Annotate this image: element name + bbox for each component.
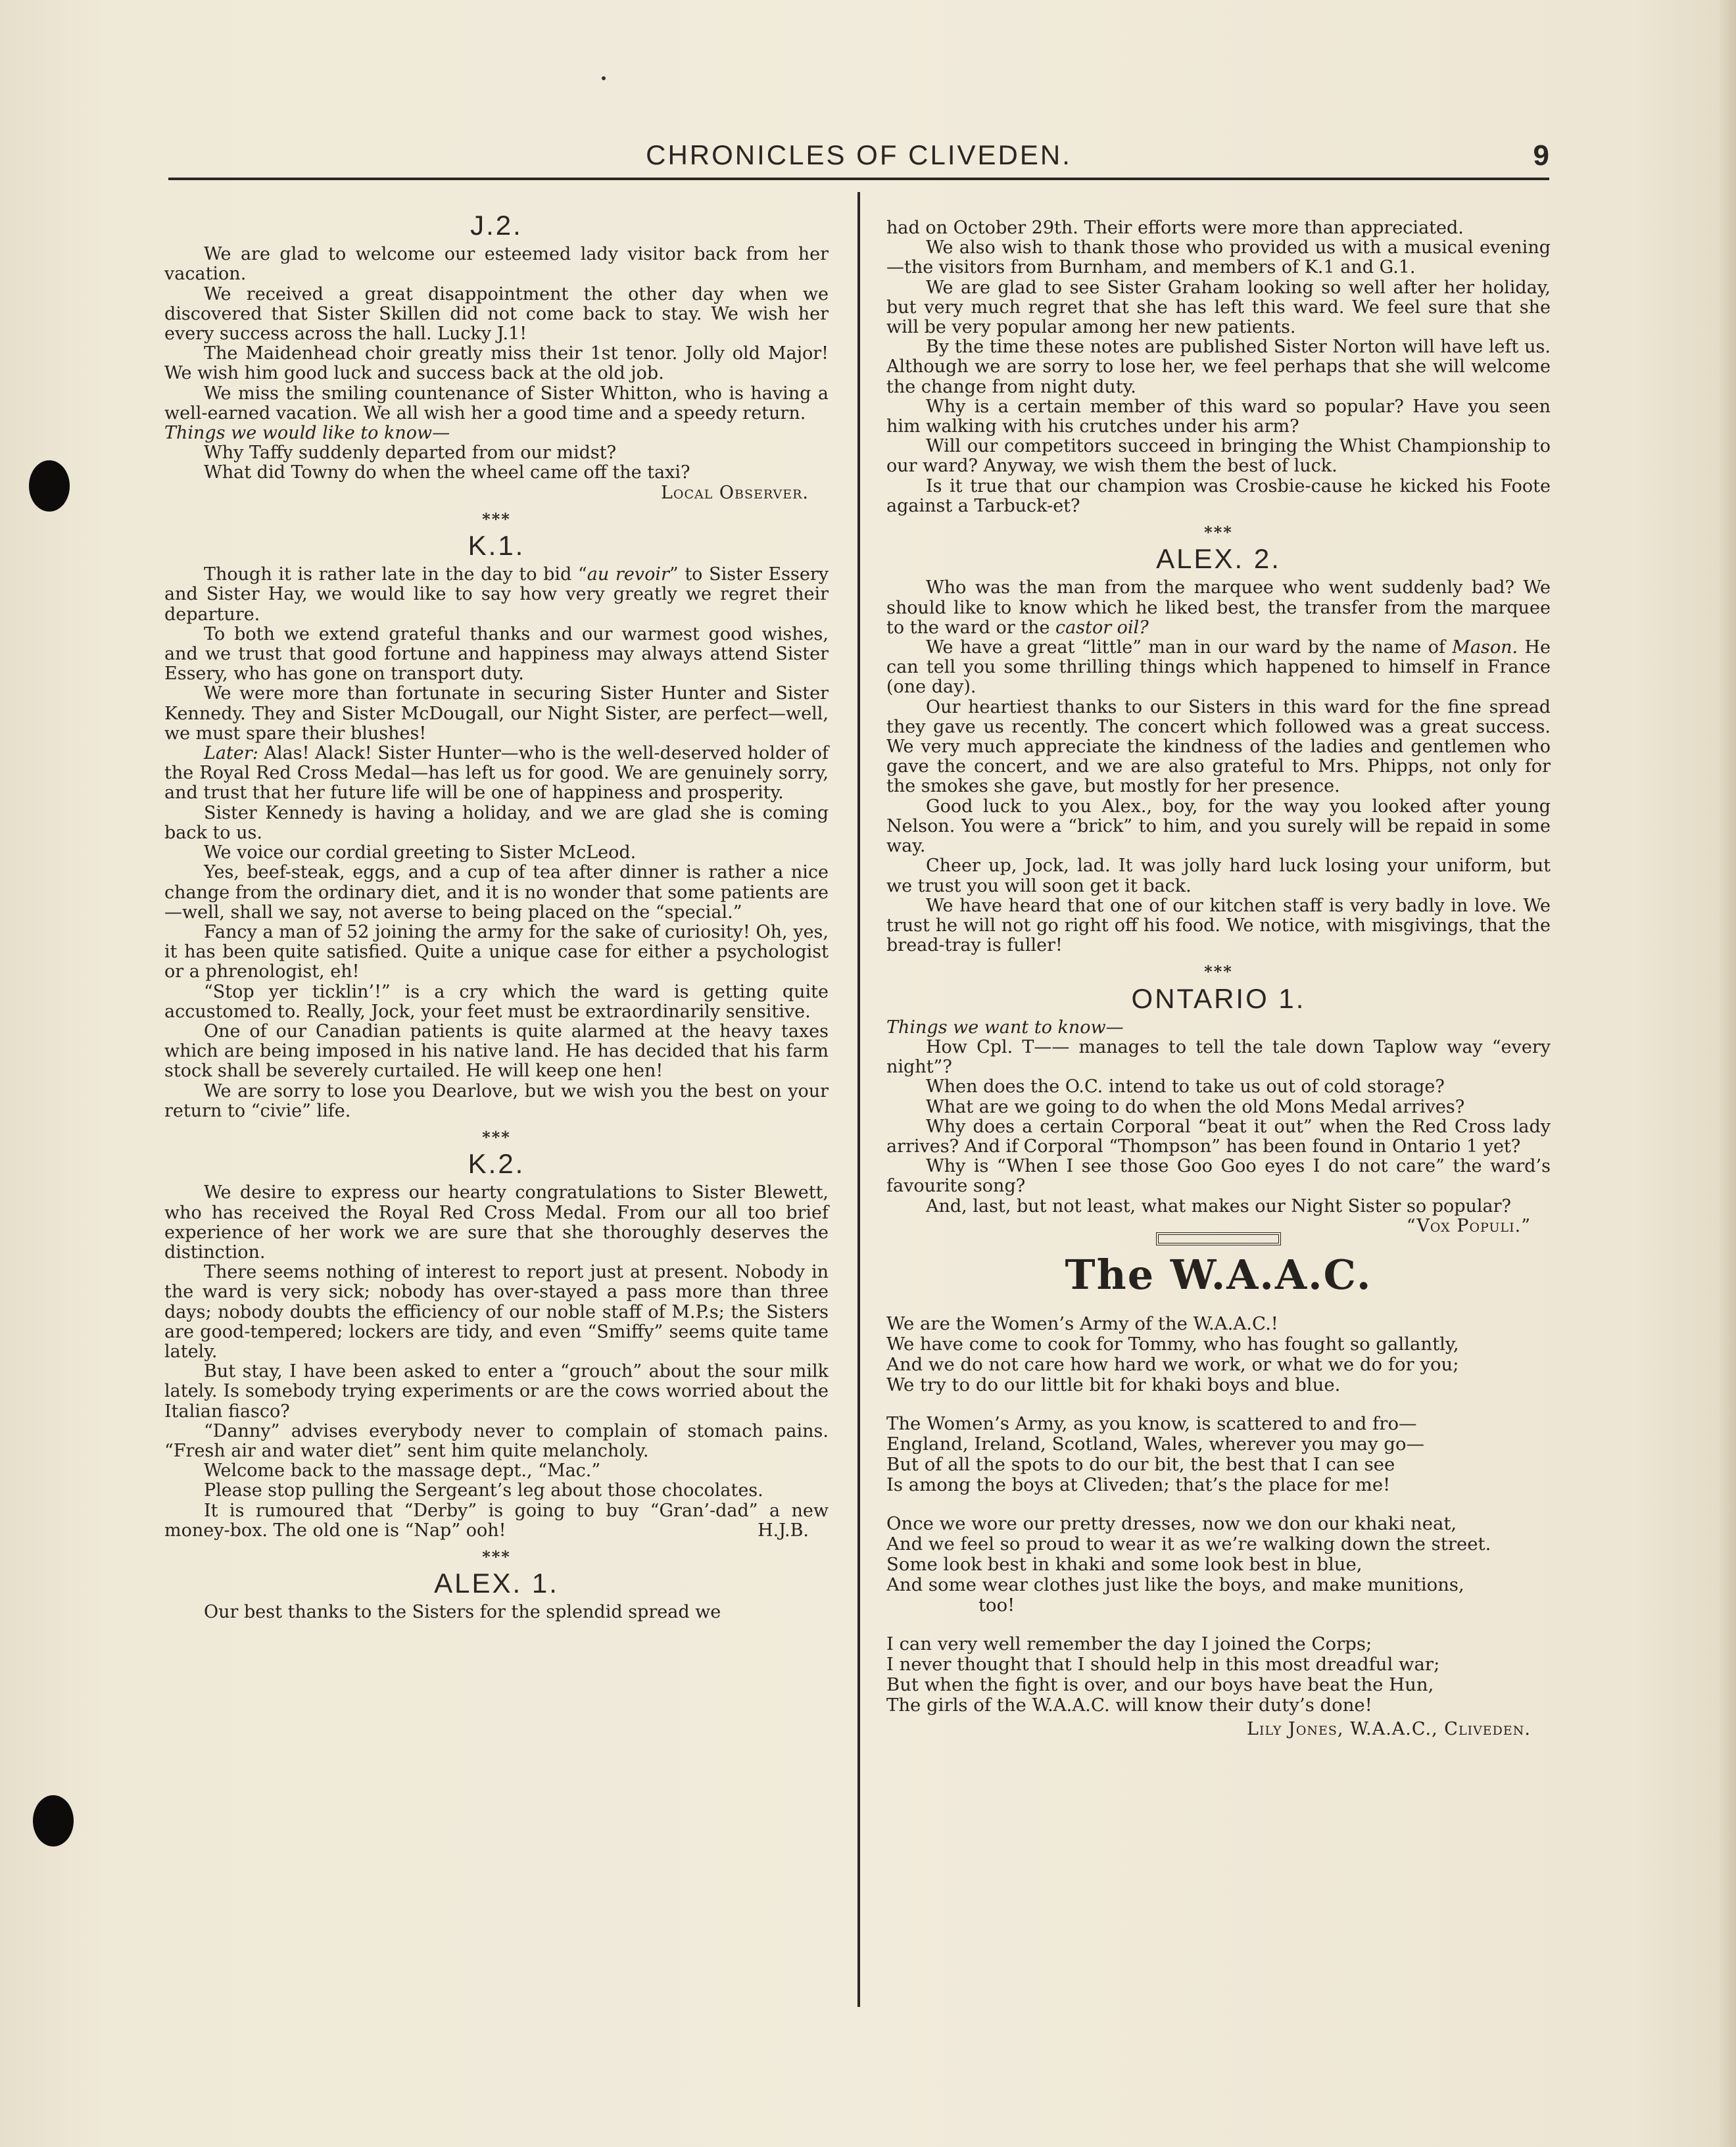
italic-text: castor oil? — [1055, 617, 1149, 638]
poem-line: We are the Women’s Army of the W.A.A.C.! — [886, 1313, 1278, 1334]
paragraph: We desire to express our hearty congratulations to Sister Blewett, who has received the Royal Red Cross Medal. From our all too brief experience of her work we are sure that she thoroughly deserves the distinction. — [164, 1182, 829, 1263]
poem-line: Once we wore our pretty dresses, now we don our khaki neat, — [886, 1512, 1457, 1534]
signature: Local Observer. — [660, 482, 809, 503]
paragraph: Cheer up, Jock, lad. It was jolly hard luck losing your uniform, but we trust you will soon get it back. — [886, 856, 1551, 896]
question — [886, 1195, 1551, 1236]
question: Why Taffy suddenly departed from our midst? — [204, 443, 617, 464]
text: It is rumoured that “Derby” is going to buy “Gran’-dad” a new money-box. The old one is “Nap” ooh! — [164, 1500, 829, 1541]
signature: H.J.B. — [758, 1520, 809, 1541]
page-edge — [1719, 0, 1736, 2147]
poem-stanza — [886, 1414, 1551, 1495]
italic-text: Mason. — [1452, 637, 1518, 658]
paragraph: Yes, beef-steak, eggs, and a cup of tea after dinner is rather a nice change from the ordinary diet, and it is no wonder that some patients are—well, shall we say, not averse to being placed on the “special.” — [164, 862, 829, 923]
poem-line: I never thought that I should help in this most dreadful war; — [886, 1653, 1440, 1675]
signature: Lily Jones, W.A.A.C., Cliveden. — [1247, 1718, 1531, 1739]
poem-line: Is among the boys at Cliveden; that’s the place for me! — [886, 1474, 1391, 1495]
paragraph: To both we extend grateful thanks and our warmest good wishes, and we trust that good fortune and happiness may always attend Sister Essery, who has gone on transport duty. — [164, 623, 829, 685]
paragraph: We are glad to see Sister Graham looking so well after her holiday, but very much regret that she has left this ward. We feel sure that she will be very popular among her new patients. — [886, 277, 1551, 338]
publication-title: CHRONICLES OF CLIVEDEN. — [646, 139, 1072, 170]
paragraph: Sister Kennedy is having a holiday, and we are glad she is coming back to us. — [164, 802, 829, 843]
question: Why is “When I see those Goo Goo eyes I do not care” the ward’s favourite song? — [886, 1156, 1551, 1197]
ink-speck — [602, 76, 606, 80]
italic-text: Later: — [204, 743, 258, 764]
paragraph: We voice our cordial greeting to Sister McLeod. — [204, 842, 637, 863]
poem-stanza — [886, 1634, 1551, 1716]
question: What did Towny do when the wheel came off the taxi? — [204, 462, 690, 483]
paragraph: Welcome back to the massage dept., “Mac.” — [204, 1460, 601, 1482]
poem-line: Some look best in khaki and some look best in blue, — [886, 1553, 1362, 1575]
poem-stanza — [886, 1314, 1551, 1395]
section-divider: *** — [1204, 962, 1233, 982]
paragraph: “Stop yer ticklin’!” is a cry which the ward is getting quite accustomed to. Really, Jock, your feet must be extraordinarily sensitive. — [164, 981, 829, 1022]
paragraph: We received a great disappointment the other day when we discovered that Sister Skillen did not come back to stay. We wish her every success across the hall. Lucky J.1! — [164, 283, 829, 345]
column-rule — [857, 192, 860, 2007]
poem-line: And some wear clothes just like the boys, and make munitions, — [886, 1574, 1464, 1595]
question: When does the O.C. intend to take us out of cold storage? — [926, 1076, 1445, 1098]
text: Alas! Alack! Sister Hunter—who is the well-deserved holder of the Royal Red Cross Medal—has left us for good. We are genuinely sorry, and trust that her future life will be one of happiness and prosperity. — [164, 743, 829, 804]
paragraph: We are glad to welcome our esteemed lady visitor back from her vacation. — [164, 244, 829, 285]
binding-hole — [33, 1795, 74, 1846]
poem-line: But when the fight is over, and our boys have beat the Hun, — [886, 1674, 1434, 1695]
binding-hole — [29, 460, 70, 512]
paragraph: We were more than fortunate in securing Sister Hunter and Sister Kennedy. They and Sister McDougall, our Night Sister, are perfect—well, we must spare their blushes! — [164, 683, 829, 744]
paragraph: Will our competitors succeed in bringing the Whist Championship to our ward? Anyway, we wish them the best of luck. — [886, 436, 1551, 477]
header-rule — [168, 178, 1549, 180]
paragraph — [164, 1501, 829, 1541]
section-heading-k2: K.2. — [468, 1148, 525, 1180]
poem-line: The girls of the W.A.A.C. will know their duty’s done! — [886, 1694, 1372, 1716]
paragraph: We have heard that one of our kitchen staff is very badly in love. We trust he will not go right off his food. We notice, with misgivings, that the bread-tray is fuller! — [886, 895, 1551, 956]
section-heading-k1: K.1. — [468, 530, 525, 562]
section-divider: *** — [482, 509, 511, 529]
paragraph: Good luck to you Alex., boy, for the way you looked after young Nelson. You were a “brick” to him, and you surely will be repaid in some way. — [886, 796, 1551, 857]
text: And, last, but not least, what makes our Night Sister so popular? — [926, 1195, 1512, 1217]
paragraph: We also wish to thank those who provided us with a musical evening—the visitors from Burnham, and members of K.1 and G.1. — [886, 237, 1551, 278]
section-heading-ontario1: ONTARIO 1. — [1131, 982, 1306, 1014]
text: He can tell you some thrilling things which happened to himself in France (one day). — [886, 637, 1551, 698]
paragraph: Please stop pulling the Sergeant’s leg about those chocolates. — [204, 1480, 763, 1501]
running-header — [168, 139, 1549, 172]
poem-line: I can very well remember the day I joined the Corps; — [886, 1633, 1372, 1654]
poem-title: The W.A.A.C. — [1065, 1250, 1372, 1299]
text: We have a great “little” man in our ward by the name of — [926, 637, 1453, 658]
poem-line: too! — [978, 1594, 1015, 1616]
paragraph: had on October 29th. Their efforts were more than appreciated. — [886, 218, 1464, 238]
paragraph: We miss the smiling countenance of Sister Whitton, who is having a well-earned vacation. We all wish her a good time and a speedy return. — [164, 383, 829, 423]
paragraph: Is it true that our champion was Crosbie-cause he kicked his Foote against a Tarbuck-et? — [886, 475, 1551, 516]
paragraph — [164, 744, 829, 804]
paragraph: We are sorry to lose you Dearlove, but we wish you the best on your return to “civie” life. — [164, 1080, 829, 1121]
poem-line: England, Ireland, Scotland, Wales, wherever you may go— — [886, 1433, 1425, 1455]
paragraph: Our best thanks to the Sisters for the splendid spread we — [204, 1602, 721, 1623]
paragraph: By the time these notes are published Sister Norton will have left us. Although we are sorry to lose her, we feel perhaps that she will welcome the change from night duty. — [886, 337, 1551, 397]
ornamental-divider — [1156, 1232, 1281, 1245]
paragraph — [886, 638, 1551, 698]
right-column — [886, 218, 1551, 1739]
question: What are we going to do when the old Mons Medal arrives? — [926, 1096, 1465, 1117]
paragraph: Why is a certain member of this ward so popular? Have you seen him walking with his crutches under his arm? — [886, 396, 1551, 437]
list-label: Things we want to know— — [886, 1017, 1124, 1038]
text: Though it is rather late in the day to bid “ — [204, 564, 587, 585]
list-label: Things we would like to know— — [164, 423, 450, 444]
section-divider: *** — [482, 1547, 511, 1566]
poem-line: And we do not care how hard we work, or what we do for you; — [886, 1353, 1459, 1375]
poem-line: But of all the spots to do our bit, the best that I can see — [886, 1453, 1395, 1475]
paragraph: “Danny” advises everybody never to complain of stomach pains. “Fresh air and water diet” sent him quite melancholy. — [164, 1420, 829, 1461]
section-heading-alex1: ALEX. 1. — [434, 1568, 559, 1599]
section-divider: *** — [482, 1127, 511, 1147]
italic-text: au revoir — [587, 564, 669, 585]
poem-line: The Women’s Army, as you know, is scattered to and fro— — [886, 1412, 1417, 1434]
paragraph: Our heartiest thanks to our Sisters in this ward for the fine spread they gave us recently. The concert which followed was a great success. We very much appreciate the kindness of the ladies and gentlemen who gave the concert, and we are also grateful to Mrs. Phipps, not only for the smokes she gave, but mostly for her presence. — [886, 696, 1551, 797]
left-column — [164, 209, 829, 1623]
section-heading-j2: J.2. — [470, 210, 523, 241]
poem-line: We try to do our little bit for khaki boys and blue. — [886, 1374, 1341, 1395]
paragraph: There seems nothing of interest to report just at present. Nobody in the ward is very sick; nobody has over-stayed a pass more than three days; nobody doubts the efficiency of our noble staff of M.P.s; the Sisters are good-tempered; lockers are tidy, and even “Smiffy” seems quite tame lately. — [164, 1262, 829, 1362]
signature: “Vox Populi.” — [1406, 1215, 1531, 1236]
text: Who was the man from the marquee who went suddenly bad? We should like to know which he liked best, the transfer from the marquee to the ward or the — [886, 577, 1551, 638]
page-number: 9 — [1533, 139, 1549, 172]
paragraph: Fancy a man of 52 joining the army for the sake of curiosity! Oh, yes, it has been quite satisfied. Quite a unique case for either a psychologist or a phrenologist, eh! — [164, 921, 829, 982]
paragraph: But stay, I have been asked to enter a “grouch” about the sour milk lately. Is somebody trying experiments or are the cows worried about the Italian fiasco? — [164, 1361, 829, 1422]
poem-stanza — [886, 1514, 1551, 1616]
question: How Cpl. T—— manages to tell the tale down Taplow way “every night”? — [886, 1036, 1551, 1078]
section-divider: *** — [1204, 523, 1233, 543]
question: Why does a certain Corporal “beat it out” when the Red Cross lady arrives? And if Corporal “Thompson” has been found in Ontario 1 yet? — [886, 1116, 1551, 1157]
paragraph: The Maidenhead choir greatly miss their 1st tenor. Jolly old Major! We wish him good luck and success back at the old job. — [164, 343, 829, 384]
paragraph: One of our Canadian patients is quite alarmed at the heavy taxes which are being imposed in his native land. He has decided that his farm stock shall be severely curtailed. He will keep one hen! — [164, 1021, 829, 1082]
paragraph — [886, 578, 1551, 638]
paragraph — [164, 565, 829, 625]
poem-line: And we feel so proud to wear it as we’re walking down the street. — [886, 1533, 1491, 1555]
poem — [886, 1314, 1551, 1739]
text: ” to Sister Essery and Sister Hay, we would like to say how very greatly we regret their departure. — [164, 564, 829, 625]
poem-line: We have come to cook for Tommy, who has fought so gallantly, — [886, 1333, 1459, 1355]
section-heading-alex2: ALEX. 2. — [1156, 543, 1281, 575]
